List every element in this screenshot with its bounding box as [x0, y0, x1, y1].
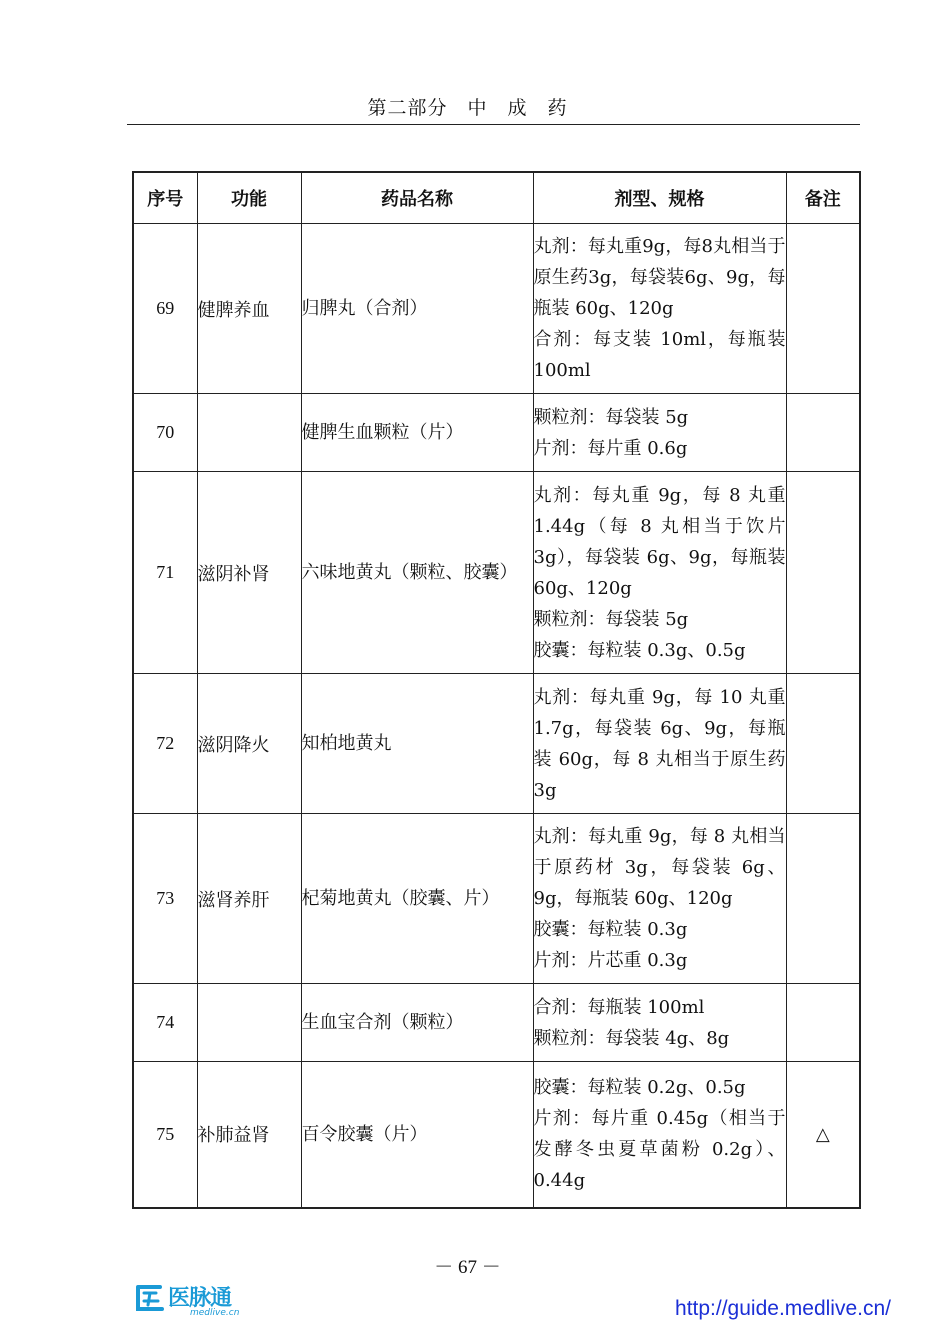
row-dosage-spec: [533, 224, 786, 394]
row-function: [197, 394, 301, 472]
column-header-drug-name: 药品名称: [301, 172, 533, 224]
row-function: [197, 984, 301, 1062]
spec-line: 丸剂：每丸重 9g，每 10 丸重 1.7g，每袋装 6g、9g，每瓶装 60g，每 8 丸相当于原生药 3g: [533, 686, 786, 801]
column-header-index: 序号: [133, 172, 197, 224]
spec-line: 颗粒剂：每袋装 5g: [533, 406, 689, 428]
column-header-dosage-spec: 剂型、规格: [533, 172, 786, 224]
logo-text: 医脉通: [168, 1286, 232, 1311]
row-drug-name: 杞菊地黄丸（胶囊、片）: [301, 814, 533, 984]
row-drug-name: 健脾生血颗粒（片）: [301, 394, 533, 472]
spec-line: 胶囊：每粒装 0.3g: [533, 919, 688, 940]
row-remarks: [786, 814, 860, 984]
spec-line: 丸剂：每丸重9g，每8丸相当于原生药3g，每袋装6g、9g，每瓶装 60g、120g: [533, 236, 786, 319]
spec-line: 片剂：片芯重 0.3g: [533, 950, 688, 971]
spec-line: 片剂：每片重 0.45g（相当于发酵冬虫夏草菌粉 0.2g）、0.44g: [533, 1108, 786, 1192]
row-index: 74: [133, 984, 197, 1062]
header-divider: [127, 124, 860, 125]
spec-line: 丸剂：每丸重 9g，每 8 丸相当于原药材 3g，每袋装 6g、9g，每瓶装 60g、120g: [533, 826, 786, 909]
row-index: 72: [133, 674, 197, 814]
column-header-remarks: 备注: [786, 172, 860, 224]
row-function: 滋肾养肝: [197, 814, 301, 984]
table-row: [133, 984, 860, 1062]
row-dosage-spec: [533, 1062, 786, 1208]
row-index: 70: [133, 394, 197, 472]
row-index: 71: [133, 472, 197, 674]
footer-url-link[interactable]: http://guide.medlive.cn/: [675, 1297, 891, 1320]
table-row: [133, 472, 860, 674]
row-remarks: [786, 674, 860, 814]
spec-line: 颗粒剂：每袋装 4g、8g: [533, 1027, 730, 1049]
table-row: [133, 674, 860, 814]
row-index: 75: [133, 1062, 197, 1208]
spec-line: 丸剂：每丸重 9g，每 8 丸重 1.44g（每 8 丸相当于饮片 3g），每袋装 6g、9g，每瓶装 60g、120g: [533, 484, 786, 599]
page-number: － 67 －: [434, 1257, 501, 1278]
table-row: [133, 224, 860, 394]
spec-line: 颗粒剂：每袋装 5g: [533, 608, 689, 630]
drug-table: [132, 171, 861, 1209]
triangle-icon: △: [786, 1062, 860, 1208]
table-row: [133, 814, 860, 984]
table-row: [133, 1062, 860, 1208]
row-function: 补肺益肾: [197, 1062, 301, 1208]
row-index: 69: [133, 224, 197, 394]
row-index: 73: [133, 814, 197, 984]
row-drug-name: 六味地黄丸（颗粒、胶囊）: [301, 472, 533, 674]
column-header-function: 功能: [197, 172, 301, 224]
row-remarks: [786, 984, 860, 1062]
row-drug-name: 归脾丸（合剂）: [301, 224, 533, 394]
spec-line: 合剂：每支装 10ml，每瓶装 100ml: [533, 329, 786, 381]
row-remarks: [786, 472, 860, 674]
table-row: [133, 394, 860, 472]
row-remarks: [786, 224, 860, 394]
row-dosage-spec: [533, 814, 786, 984]
page-header-title: 第二部分 中 成 药: [367, 97, 568, 119]
row-drug-name: 生血宝合剂（颗粒）: [301, 984, 533, 1062]
spec-line: 合剂：每瓶装 100ml: [533, 996, 705, 1018]
row-remarks: [786, 394, 860, 472]
row-function: 滋阴补肾: [197, 472, 301, 674]
row-function: 滋阴降火: [197, 674, 301, 814]
spec-line: 胶囊：每粒装 0.3g、0.5g: [533, 639, 746, 661]
medlive-logo: [134, 1279, 244, 1323]
logo-subtext: medlive.cn: [190, 1308, 240, 1318]
row-dosage-spec: [533, 394, 786, 472]
row-drug-name: 知柏地黄丸: [301, 674, 533, 814]
row-drug-name: 百令胶囊（片）: [301, 1062, 533, 1208]
spec-line: 胶囊：每粒装 0.2g、0.5g: [533, 1077, 746, 1099]
row-dosage-spec: [533, 984, 786, 1062]
row-dosage-spec: [533, 674, 786, 814]
row-function: 健脾养血: [197, 224, 301, 394]
spec-line: 片剂：每片重 0.6g: [533, 437, 688, 459]
table-header-row: [133, 172, 860, 224]
logo-mark-icon: [134, 1283, 168, 1313]
row-dosage-spec: [533, 472, 786, 674]
